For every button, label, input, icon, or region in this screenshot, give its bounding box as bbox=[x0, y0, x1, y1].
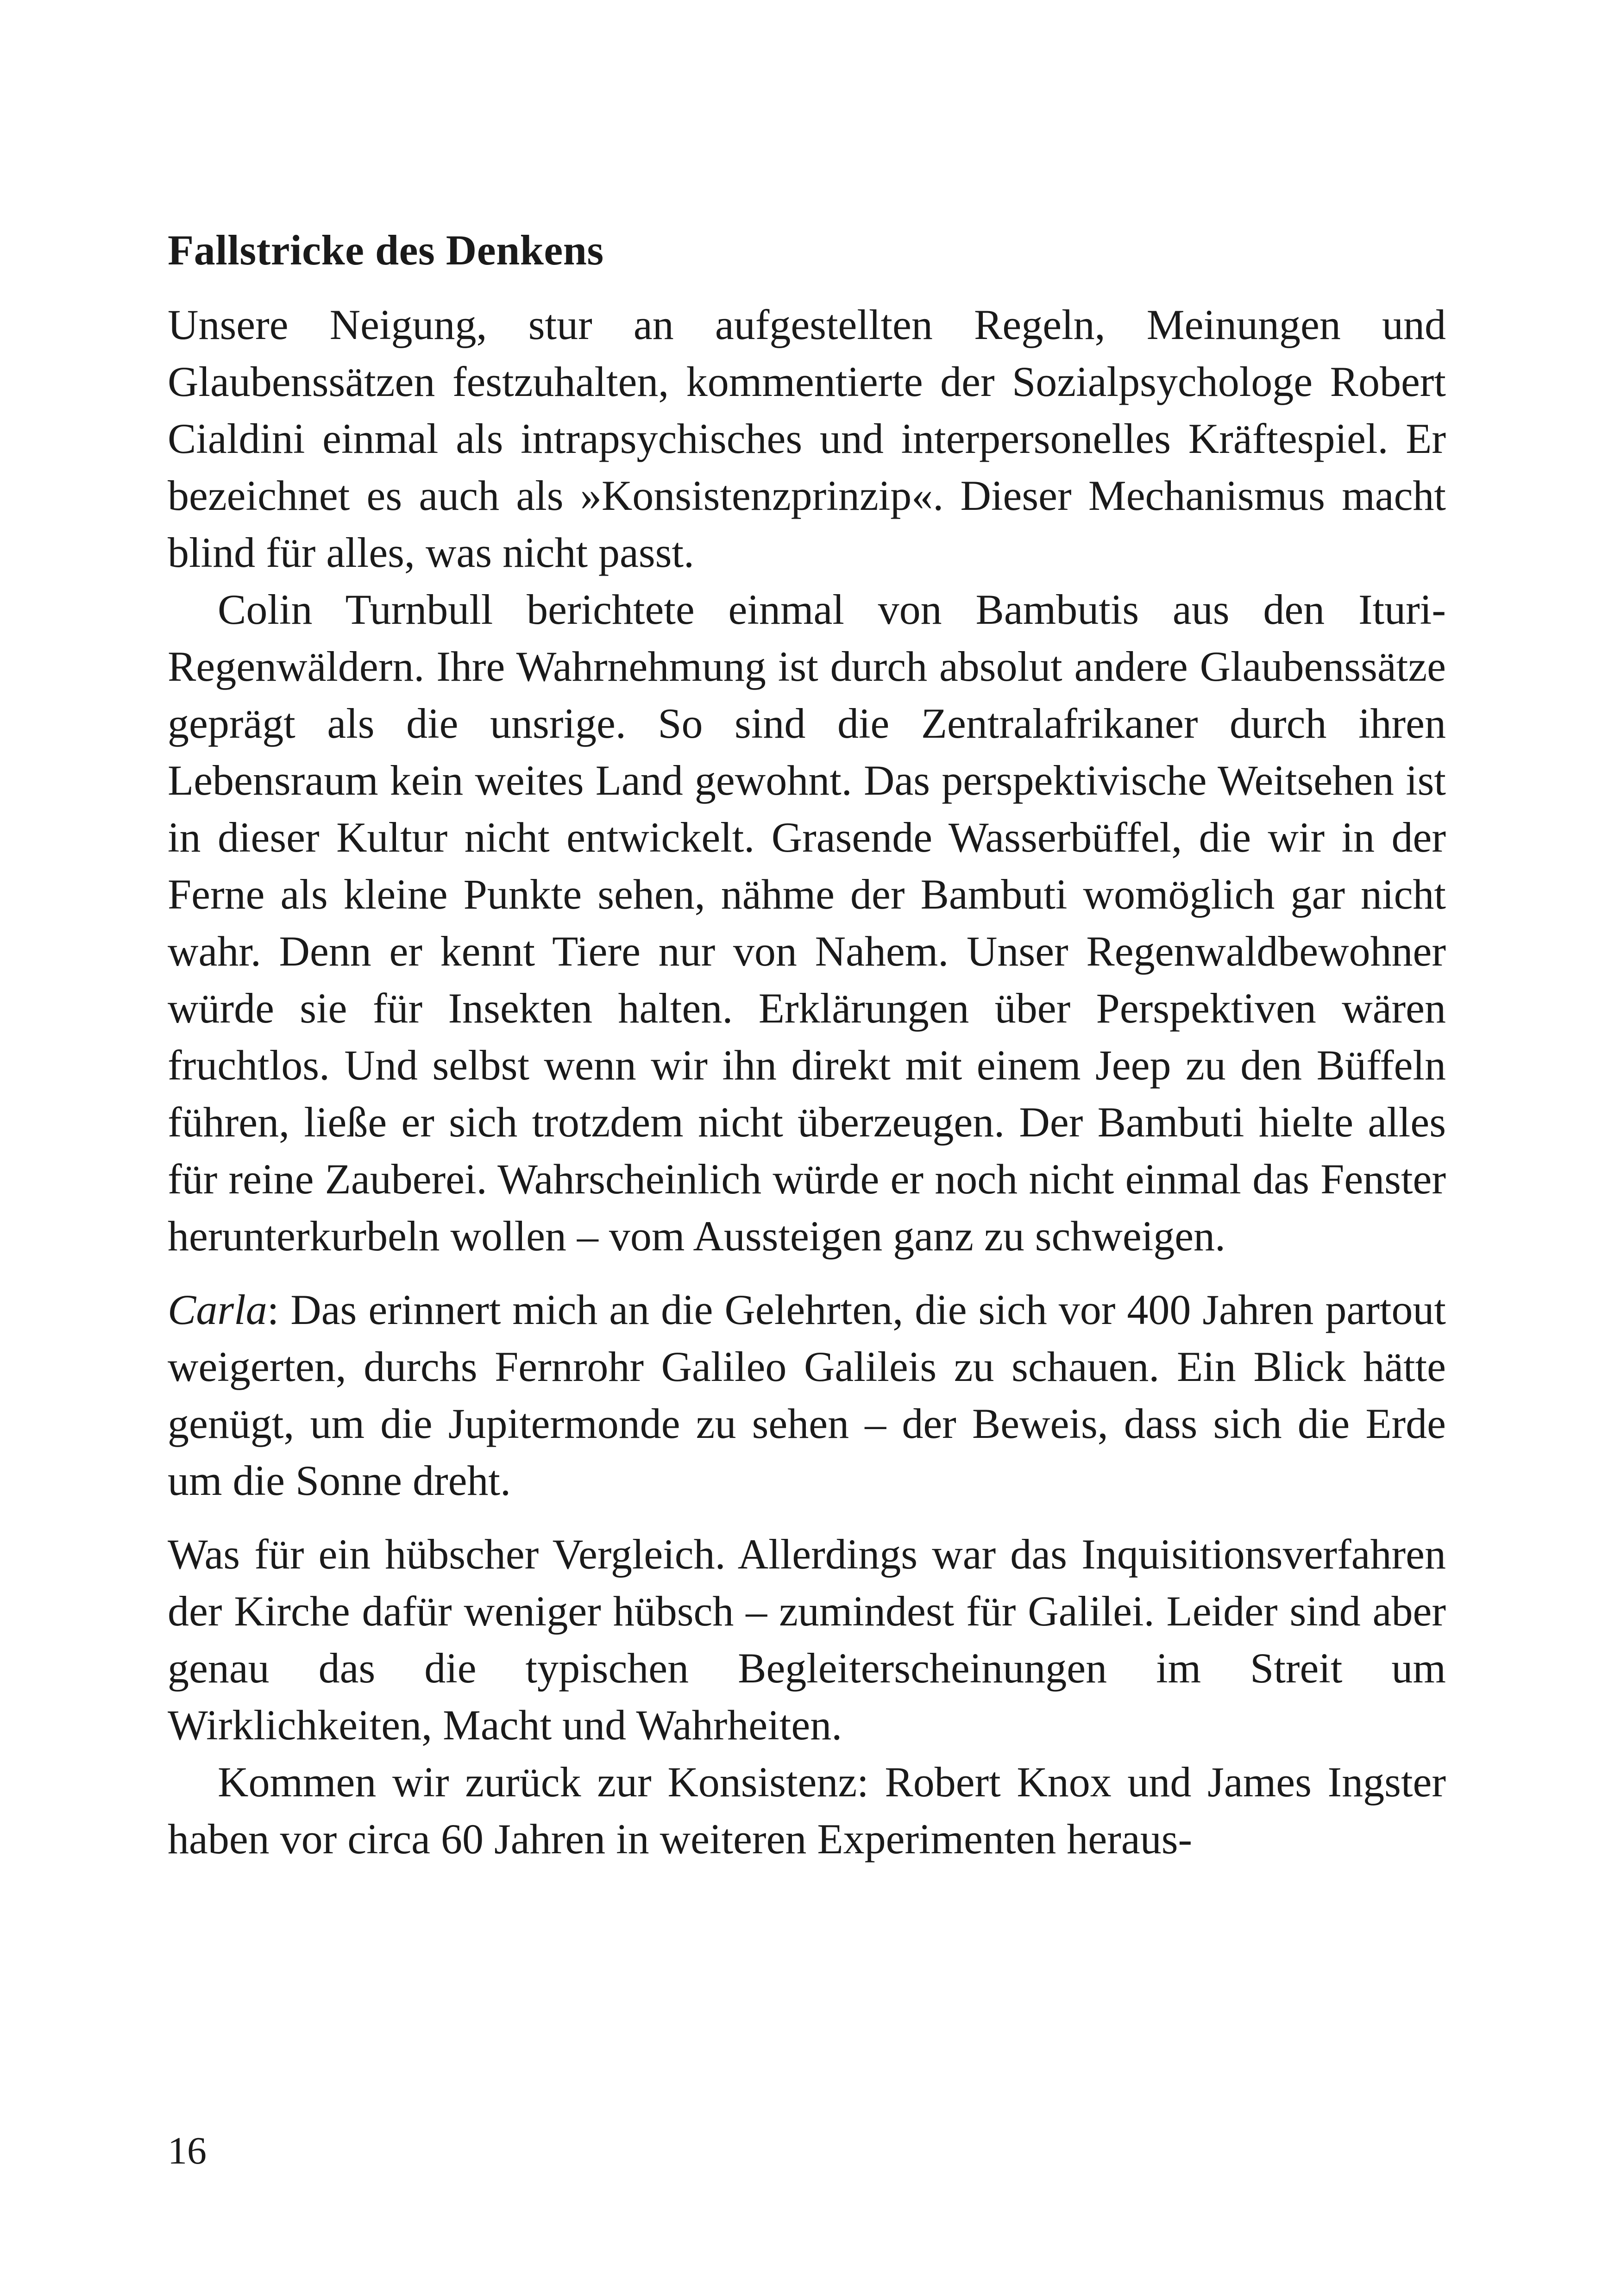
speaker-name: Carla bbox=[168, 1286, 267, 1333]
paragraph-bambuti: Colin Turnbull berichtete einmal von Bambutis aus den Ituri-Regenwäldern. Ihre Wahrnehmung ist durch absolut andere Glaubenssätze geprägt als die unsrige. So sind die Zentralafrikaner durch ihren Lebensraum kein weites Land gewohnt. Das perspektivische Weitsehen ist in dieser Kultur nicht entwickelt. Grasende Wasserbüffel, die wir in der Ferne als kleine Punkte sehen, nähme der Bambuti womöglich gar nicht wahr. Denn er kennt Tiere nur von Nahem. Unser Regenwaldbewohner würde sie für Insekten halten. Erklärungen über Perspektiven wären fruchtlos. Und selbst wenn wir ihn direkt mit einem Jeep zu den Büffeln führen, ließe er sich trotzdem nicht überzeugen. Der Bambuti hielte alles für reine Zauberei. Wahrscheinlich würde er noch nicht einmal das Fenster herunterkurbeln wollen – vom Aussteigen ganz zu schweigen. bbox=[168, 586, 1446, 1260]
dialogue-text: : Das erinnert mich an die Gelehrten, die sich vor 400 Jahren partout weigerten, durchs Fernrohr Galileo Galileis zu schauen. Ein Blick hätte genügt, um die Jupitermonde zu sehen – der Beweis, dass sich die Erde um die Sonne dreht. bbox=[168, 1286, 1446, 1504]
page-number: 16 bbox=[168, 2129, 207, 2172]
paragraph-konsistenzprinzip: Unsere Neigung, stur an aufgestellten Regeln, Meinungen und Glaubenssätzen festzuhalten, kommentierte der Sozialpsychologe Robert Cialdini einmal als intrapsychisches und interpersonelles Kräftespiel. Er bezeichnet es auch als »Konsistenzprinzip«. Dieser Mechanismus macht blind für alles, was nicht passt. bbox=[168, 301, 1446, 576]
paragraph-carla-dialogue bbox=[168, 1281, 1446, 1509]
paragraph-galilei-reply: Was für ein hübscher Vergleich. Allerdings war das Inquisitionsverfahren der Kirche dafür weniger hübsch – zumindest für Galilei. Leider sind aber genau das die typischen Begleiterscheinungen im Streit um Wirklichkeiten, Macht und Wahrheiten. bbox=[168, 1531, 1446, 1749]
paragraph-knox-ingster: Kommen wir zurück zur Konsistenz: Robert Knox und James Ingster haben vor circa 60 Jahren in weiteren Experimenten heraus- bbox=[168, 1758, 1446, 1863]
section-heading: Fallstricke des Denkens bbox=[168, 226, 604, 274]
page-body bbox=[168, 218, 1446, 1868]
